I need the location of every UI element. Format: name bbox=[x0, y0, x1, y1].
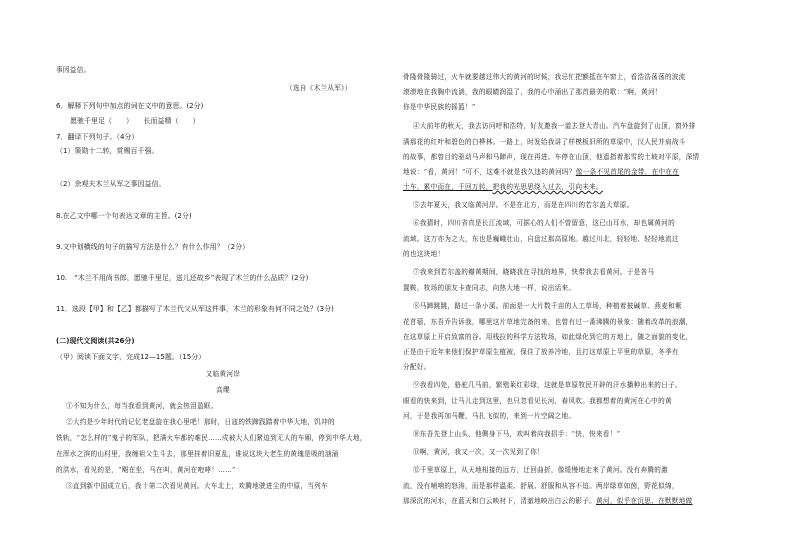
essay-line: 流域。这万亦为之大，东也是巍峨壮山，自盘过那高原地。越过川北，轻轻地、轻轻地流过 bbox=[403, 235, 679, 243]
essay-paragraph: ①不知为什么，每当我看到黄河，就会热泪盈眶。 bbox=[66, 402, 218, 410]
essay-line: 花苜蓿，东吾乔告诉我，哪里这片草地完备的来，也曾有过一番沸腾的景象：随着改革的浪潮， bbox=[403, 318, 693, 326]
essay-line: 置鞍，牧场的朋友卡查同志，向热大地一样，说出话来。 bbox=[403, 284, 576, 292]
essay-line: 滚滚地在我胸中流淌，我的眼睛润湿了，我的心中涌出了那首最美的歌：“啊，黄河！ bbox=[403, 88, 662, 96]
essay-paragraph: ②大约是少年时代的记忆老盘旋在我心里吧！那时，日寇的铁蹄践踏着中华大地，饥冲的 bbox=[66, 418, 335, 426]
essay-paragraph: ⑪啊，黄河，我又一次，又一次见到了你！ bbox=[413, 448, 544, 456]
essay-line: 的也这块地！ bbox=[403, 250, 445, 258]
essay-line: 骨隆骨隆骑过，火车就要越过伟大的黄河的时候，我忌忙把额抵在车窗上，看浩浩荡荡的波流 bbox=[403, 73, 686, 81]
source-citation: （选自《木兰从军》） bbox=[286, 84, 352, 92]
essay-line: 分配好。 bbox=[403, 363, 431, 371]
question-9: 9.文中划横线的句子的描写方法是什么？有什么作用？（2分） bbox=[56, 243, 250, 251]
question-8: 8.在乙文中哪一个句表达文章的主旨。(2分) bbox=[56, 212, 192, 220]
question-10: 10. “木兰不用尚书郎，愿驰千里足，送儿还故乡”表现了木兰的什么品质？(2分) bbox=[56, 274, 309, 282]
right-column bbox=[403, 0, 743, 560]
essay-author: 高缨 bbox=[216, 386, 230, 394]
essay-line: 河，于是我再加马鞭，马扎飞似的，来到一片空阔之地。 bbox=[403, 412, 576, 420]
left-column bbox=[56, 0, 390, 560]
essay-line: 满那花的红叶和碧色的白桦林。一路上，时发给我讲了样模板旧所的草原中，汉人民并肩战斗 bbox=[403, 138, 686, 146]
essay-title: 又临黄河岸 bbox=[205, 370, 241, 378]
question-7-part-1: （1）策勋十二转，赏赐百千强。 bbox=[56, 147, 159, 155]
text-line: 事因益信。 bbox=[56, 66, 91, 74]
essay-line: 的洪水，看见的是，“飓在坐，马在叫，黄河在咆哮！……” bbox=[56, 466, 236, 474]
essay-paragraph: ⑦我来到若尔盖的瓣黄期间，晓晓我在寻找的地界，快带我去看黄河。于是各马 bbox=[413, 268, 655, 276]
essay-paragraph: ③直到新中国成立后，我十第二次看见黄河。大车北上，欢腾地驶进尘的中原，当列车 bbox=[66, 482, 328, 490]
essay-paragraph: ⑫千里草原上，从天地相接的远方，迂回曲折，像缓慢地走来了黄河。没有奔腾的激 bbox=[413, 466, 669, 474]
essay-line: 的故事，都曾目的驱动马声和马蹄声，现在再进。车停在山顶，他遥指着那雪的土坡对平原，深情 bbox=[403, 153, 700, 161]
section-title: (二)现代文阅读(共26分) bbox=[56, 337, 135, 345]
essay-line: 流，没有哺响的怒涛，而是那样温柔、舒展、舒服和从容不迫。两岸绿草如茵，野花似绵， bbox=[403, 482, 679, 490]
underlined-sentence: 像一条不见首尾的金带，在中在在 bbox=[575, 168, 680, 176]
underlined-sentence: 黄河，似乎在沉思，在默默地做 bbox=[596, 497, 693, 505]
essay-line bbox=[403, 497, 693, 506]
essay-line: 正是由于近年来他们保护草原生植被，保住了放养冷地，且打这草原上平里的草原，冬季有 bbox=[403, 348, 679, 356]
section-intro: （甲）阅读下面文字，完成12—15题。（15分） bbox=[56, 353, 206, 361]
question-7-part-2: （2）余观夫木兰从军之事因益信。 bbox=[56, 180, 166, 188]
essay-paragraph: ⑨我看四处，骆驼几马前，繁殖莱红彩绿，这就是草原牧民开辟的汗水播种出来的日子。 bbox=[413, 381, 682, 389]
wavy-underlined-sentence: 把我的光思思绕入过去，引向未来。 bbox=[492, 183, 603, 191]
essay-line: 在浑水之滨的山村里，我缠祖父生斗去，那里挂着旧夏乱，谁说这块大老生的黄瑰是吸的汹涌 bbox=[56, 450, 339, 458]
question-11: 11．选段【甲】和【乙】都描写了木兰代父从军这件事，木兰的形象有何不同之处？(3分) bbox=[56, 305, 334, 313]
question-6: 6．解释下列句中加点的词在文中的意思。(2分) bbox=[56, 102, 204, 110]
essay-text: 那深沉的河水，在蓝天和白云映衬下，清澈地映出白云的影子。 bbox=[403, 497, 597, 505]
essay-line: 你是中华民族的摇篮！” bbox=[403, 103, 476, 111]
question-7: 7．翻译下列句子。（4分） bbox=[56, 133, 139, 141]
essay-line bbox=[403, 183, 603, 192]
essay-paragraph: ④大前年的秋天，我去访问呼和浩特，好友邀我一道去登大青山。汽车盘旋到了山顶，窗外排 bbox=[413, 122, 696, 130]
essay-paragraph: ⑥我猜时，四川省真是长江流域，可据心的人们不曾留意，这已山耳水，却也属黄河的 bbox=[413, 219, 675, 227]
essay-line bbox=[403, 168, 679, 177]
essay-paragraph: ⑩东吾先登上山头，他侧身下马，欢叫着向我招手：“快，快来看！” bbox=[413, 430, 621, 438]
essay-line: 眼看的快来到，让马儿走到这里，也只忽看见长河，春风吹。我都想着的黄河在心中的黄 bbox=[403, 397, 672, 405]
question-6-items: 愿驰千里足（ ） 长而益精（ ） bbox=[70, 117, 200, 125]
underlined-sentence: 土车，累中而在，千回万转， bbox=[403, 183, 493, 191]
essay-line: 铁轨，“怎么样的”鬼子的军队，把满火车都的难民……戍被大人们紧迫到无人的车厢，停到中华大地， bbox=[56, 434, 367, 442]
essay-paragraph: ⑤去年夏天，我又临黄河岸。不是在北方，而是在四川的若尔盖大草原。 bbox=[413, 201, 634, 209]
essay-paragraph: ⑧马蹄跳跳，路过一条小溪。前面是一大片数千亩的人工草场，种植着披碱草、燕麦和紫 bbox=[413, 302, 682, 310]
essay-text: 地说：“看，黄河！”可不，这难不就是我久违的黄河吗？ bbox=[403, 168, 576, 176]
essay-line: 在这草原上开启致富的谷。用栈拉的科学方法牧场，如此绿化到它的方地上，随之面貌的变化， bbox=[403, 333, 693, 341]
